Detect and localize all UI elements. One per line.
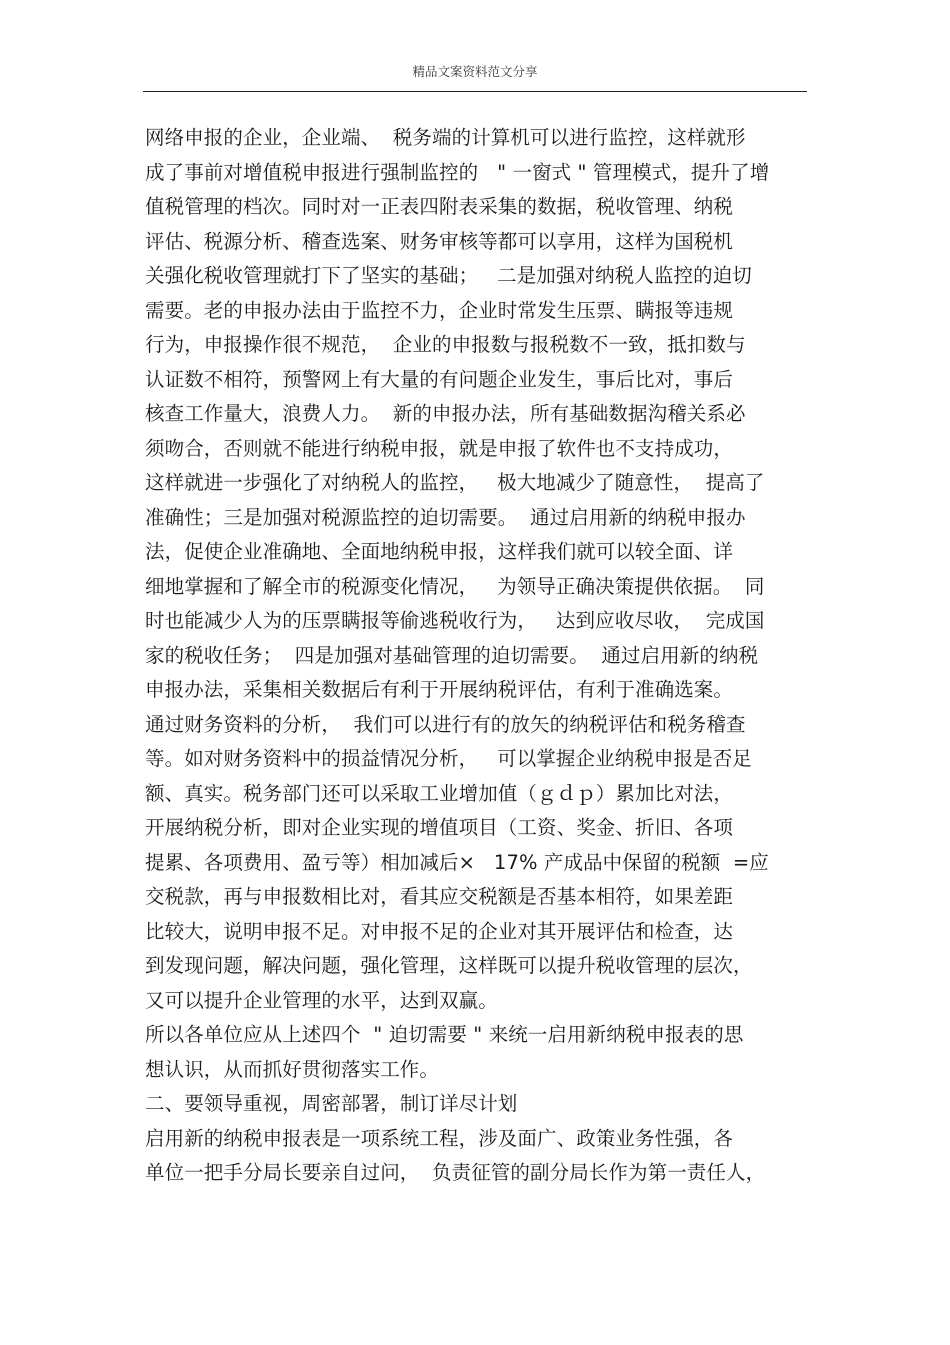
text-line: 交税款，再与申报数相比对，看其应交税额是否基本相符，如果差距 (145, 885, 734, 908)
text-line: 又可以提升企业管理的水平，达到双赢。 (145, 988, 498, 1012)
text-line: 到发现问题，解决问题，强化管理，这样既可以提升税收管理的层次， (145, 954, 753, 977)
text-line: 开展纳税分析，即对企业实现的增值项目（工资、奖金、折旧、各项 (145, 816, 734, 839)
text-line: 申报办法，采集相关数据后有利于开展纳税评估，有利于准确选案。 (145, 678, 734, 701)
text-line: 家的税收任务； 四是加强对基础管理的迫切需要。 通过启用新的纳税 (145, 643, 759, 667)
text-line: 成了事前对增值税申报进行强制监控的 " 一窗式 " 管理模式，提升了增 (145, 160, 770, 184)
body-text (145, 121, 810, 1191)
section-heading: 二、要领导重视，周密部署，制订详尽计划 (145, 1092, 518, 1115)
text-line: 法，促使企业准确地、全面地纳税申报，这样我们就可以较全面、详 (145, 540, 734, 563)
text-line: 评估、税源分析、稽查选案、财务审核等都可以享用，这样为国税机 (145, 229, 734, 253)
text-line: 提累、各项费用、盈亏等）相加减后× 17% 产成品中保留的税额 =应 (145, 850, 769, 874)
text-line: 这样就进一步强化了对纳税人的监控， 极大地减少了随意性， 提高了 (145, 471, 765, 494)
text-line: 额、真实。税务部门还可以采取工业增加值（ｇｄｐ）累加比对法， (145, 781, 734, 805)
text-line: 须吻合，否则就不能进行纳税申报，就是申报了软件也不支持成功， (145, 436, 734, 460)
text-line: 核查工作量大，浪费人力。 新的申报办法，所有基础数据沟稽关系必 (145, 402, 746, 425)
text-line: 认证数不相符，预警网上有大量的有问题企业发生，事后比对，事后 (145, 367, 734, 391)
text-line: 所以各单位应从上述四个 " 迫切需要 " 来统一启用新纳税申报表的思 (145, 1023, 744, 1046)
text-line: 行为，申报操作很不规范， 企业的申报数与报税数不一致，抵扣数与 (145, 333, 746, 356)
text-line: 值税管理的档次。同时对一正表四附表采集的数据，税收管理、纳税 (145, 195, 734, 218)
text-line: 网络申报的企业，企业端、 税务端的计算机可以进行监控，这样就形 (145, 126, 746, 149)
text-line: 比较大，说明申报不足。对申报不足的企业对其开展评估和检查，达 (145, 919, 734, 943)
text-line: 准确性；三是加强对税源监控的迫切需要。 通过启用新的纳税申报办 (145, 505, 746, 529)
text-line: 细地掌握和了解全市的税源变化情况， 为领导正确决策提供依据。 同 (145, 574, 765, 598)
text-line: 关强化税收管理就打下了坚实的基础； 二是加强对纳税人监控的迫切 (145, 264, 752, 287)
header-divider (143, 91, 807, 92)
text-line: 通过财务资料的分析， 我们可以进行有的放矢的纳税评估和税务稽查 (145, 712, 746, 736)
page-header: 精品文案资料范文分享 (412, 64, 538, 79)
text-line: 单位一把手分局长要亲自过问， 负责征管的副分局长作为第一责任人， (145, 1161, 766, 1184)
text-line: 需要。老的申报办法由于监控不力，企业时常发生压票、瞒报等违规 (145, 298, 734, 322)
text-line: 想认识，从而抓好贯彻落实工作。 (145, 1057, 440, 1081)
text-line: 等。如对财务资料中的损益情况分析， 可以掌握企业纳税申报是否足 (145, 747, 752, 770)
text-line: 启用新的纳税申报表是一项系统工程，涉及面广、政策业务性强，各 (145, 1126, 734, 1150)
text-line: 时也能减少人为的压票瞒报等偷逃税收行为， 达到应收尽收， 完成国 (145, 609, 765, 632)
